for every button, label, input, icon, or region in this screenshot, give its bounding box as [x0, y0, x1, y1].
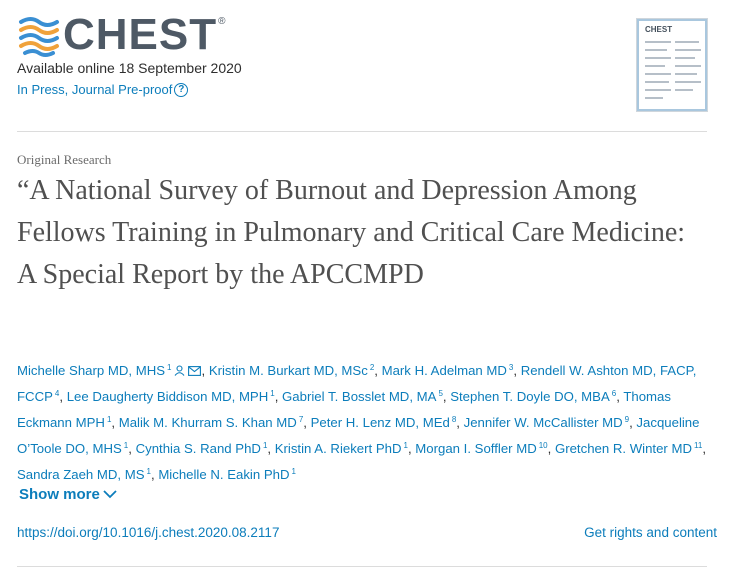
cover-text-line	[645, 89, 671, 91]
author-link[interactable]	[282, 389, 443, 404]
author-name[interactable]: Kristin M. Burkart MD, MSc	[208, 363, 368, 378]
author-separator: ,	[274, 389, 283, 404]
author-name[interactable]: Thomas Eckmann MPH	[17, 389, 671, 430]
cover-text-line	[645, 97, 663, 99]
author-separator: ,	[128, 441, 136, 456]
author-name[interactable]: Rendell W. Ashton MD, FACP, FCCP	[17, 363, 697, 404]
author-link[interactable]	[119, 415, 304, 430]
cover-text-line	[675, 81, 701, 83]
affiliation-number: 1	[270, 389, 275, 398]
author-separator: ,	[59, 389, 67, 404]
cover-text-line	[675, 65, 701, 67]
cover-title: CHEST	[645, 25, 673, 34]
author-separator: ,	[629, 415, 637, 430]
author-link[interactable]	[158, 467, 296, 482]
cover-text-line	[645, 81, 669, 83]
affiliation-number: 1	[106, 415, 112, 424]
cover-text-line	[645, 41, 671, 43]
author-link[interactable]	[136, 441, 268, 456]
author-separator: ,	[303, 415, 311, 430]
doi-link[interactable]: https://doi.org/10.1016/j.chest.2020.08.2117	[17, 525, 280, 540]
affiliation-number: 6	[611, 389, 617, 398]
help-icon[interactable]: ?	[174, 83, 188, 97]
affiliation-number: 1	[291, 467, 296, 476]
cover-text-line	[675, 89, 693, 91]
affiliation-number: 1	[403, 441, 408, 450]
author-link[interactable]	[555, 441, 702, 456]
author-list	[17, 356, 707, 486]
cover-text-line	[645, 65, 665, 67]
in-press-label[interactable]: In Press, Journal Pre-proof	[17, 82, 173, 97]
journal-cover-thumbnail[interactable]	[636, 18, 708, 112]
affiliation-number: 9	[624, 415, 630, 424]
chest-logo[interactable]	[17, 12, 226, 58]
show-more-label[interactable]: Show more	[19, 486, 100, 503]
author-name[interactable]: Peter H. Lenz MD, MEd	[310, 415, 450, 430]
author-link[interactable]	[382, 363, 514, 378]
author-separator: ,	[547, 441, 555, 456]
affiliation-number: 2	[369, 363, 375, 372]
author-link[interactable]	[415, 441, 547, 456]
author-separator: ,	[150, 467, 159, 482]
registered-mark: ®	[218, 15, 226, 27]
author-separator: ,	[111, 415, 119, 430]
author-link[interactable]	[311, 415, 457, 430]
cover-text-line	[645, 57, 671, 59]
affiliation-number: 3	[508, 363, 514, 372]
affiliation-number: 1	[123, 441, 129, 450]
author-name[interactable]: Malik M. Khurram S. Khan MD	[118, 415, 297, 430]
cover-text-line	[645, 49, 667, 51]
cover-text-line	[675, 73, 697, 75]
author-name[interactable]: Morgan I. Soffler MD	[415, 441, 537, 456]
chest-logo-mark-icon	[17, 12, 61, 58]
author-name[interactable]: Gretchen R. Winter MD	[554, 441, 692, 456]
author-name[interactable]: Gabriel T. Bosslet MD, MA	[282, 389, 437, 404]
get-rights-link[interactable]: Get rights and content	[584, 525, 717, 540]
mail-icon[interactable]	[188, 366, 201, 376]
author-name[interactable]: Stephen T. Doyle DO, MBA	[450, 389, 610, 404]
author-link[interactable]	[209, 363, 374, 378]
author-link[interactable]	[17, 467, 151, 482]
author-link[interactable]	[464, 415, 629, 430]
cover-text-line	[675, 57, 695, 59]
author-separator: ,	[374, 363, 382, 378]
author-link[interactable]	[67, 389, 275, 404]
available-online-date: Available online 18 September 2020	[17, 60, 242, 76]
author-name[interactable]: Michelle N. Eakin PhD	[158, 467, 290, 482]
chevron-down-icon[interactable]	[103, 490, 117, 499]
affiliation-number: 8	[451, 415, 457, 424]
affiliation-number: 1	[167, 363, 172, 372]
cover-text-line	[675, 49, 701, 51]
chest-wordmark: CHEST	[63, 10, 218, 59]
author-separator: ,	[407, 441, 416, 456]
author-separator: ,	[456, 415, 464, 430]
author-separator: ,	[267, 441, 275, 456]
author-name[interactable]: Jennifer W. McCallister MD	[463, 415, 623, 430]
affiliation-number: 10	[538, 441, 548, 450]
author-name[interactable]: Lee Daugherty Biddison MD, MPH	[66, 389, 269, 404]
author-separator: ,	[513, 363, 521, 378]
journal-header	[0, 0, 731, 132]
cover-text-line	[645, 73, 671, 75]
author-separator: ,	[616, 389, 624, 404]
article-title: “A National Survey of Burnout and Depression Among Fellows Training in Pulmonary and Critical Care Medicine: A Special Report by the APCCMPD	[17, 175, 686, 290]
author-name[interactable]: Kristin A. Riekert PhD	[274, 441, 402, 456]
author-name[interactable]: Michelle Sharp MD, MHS	[17, 363, 166, 378]
author-name[interactable]: Jacqueline O’Toole DO, MHS	[17, 415, 700, 456]
affiliation-number: 4	[54, 389, 60, 398]
author-separator: ,	[201, 363, 209, 378]
affiliation-number: 11	[694, 441, 703, 450]
cover-text-line	[675, 41, 699, 43]
affiliation-number: 1	[146, 467, 151, 476]
author-link[interactable]	[275, 441, 408, 456]
author-link[interactable]	[450, 389, 616, 404]
author-link[interactable]	[17, 363, 201, 378]
show-more-button[interactable]	[19, 486, 117, 503]
affiliation-number: 1	[262, 441, 268, 450]
author-separator: ,	[442, 389, 451, 404]
affiliation-number: 7	[298, 415, 304, 424]
author-name[interactable]: Cynthia S. Rand PhD	[135, 441, 261, 456]
person-icon	[174, 365, 185, 376]
header-divider	[17, 131, 707, 132]
article-category: Original Research	[17, 152, 112, 167]
in-press-status[interactable]	[17, 82, 188, 97]
author-separator: ,	[702, 441, 706, 456]
author-name[interactable]: Mark H. Adelman MD	[381, 363, 507, 378]
affiliation-number: 5	[438, 389, 443, 398]
author-name[interactable]: Sandra Zaeh MD, MS	[17, 467, 145, 482]
